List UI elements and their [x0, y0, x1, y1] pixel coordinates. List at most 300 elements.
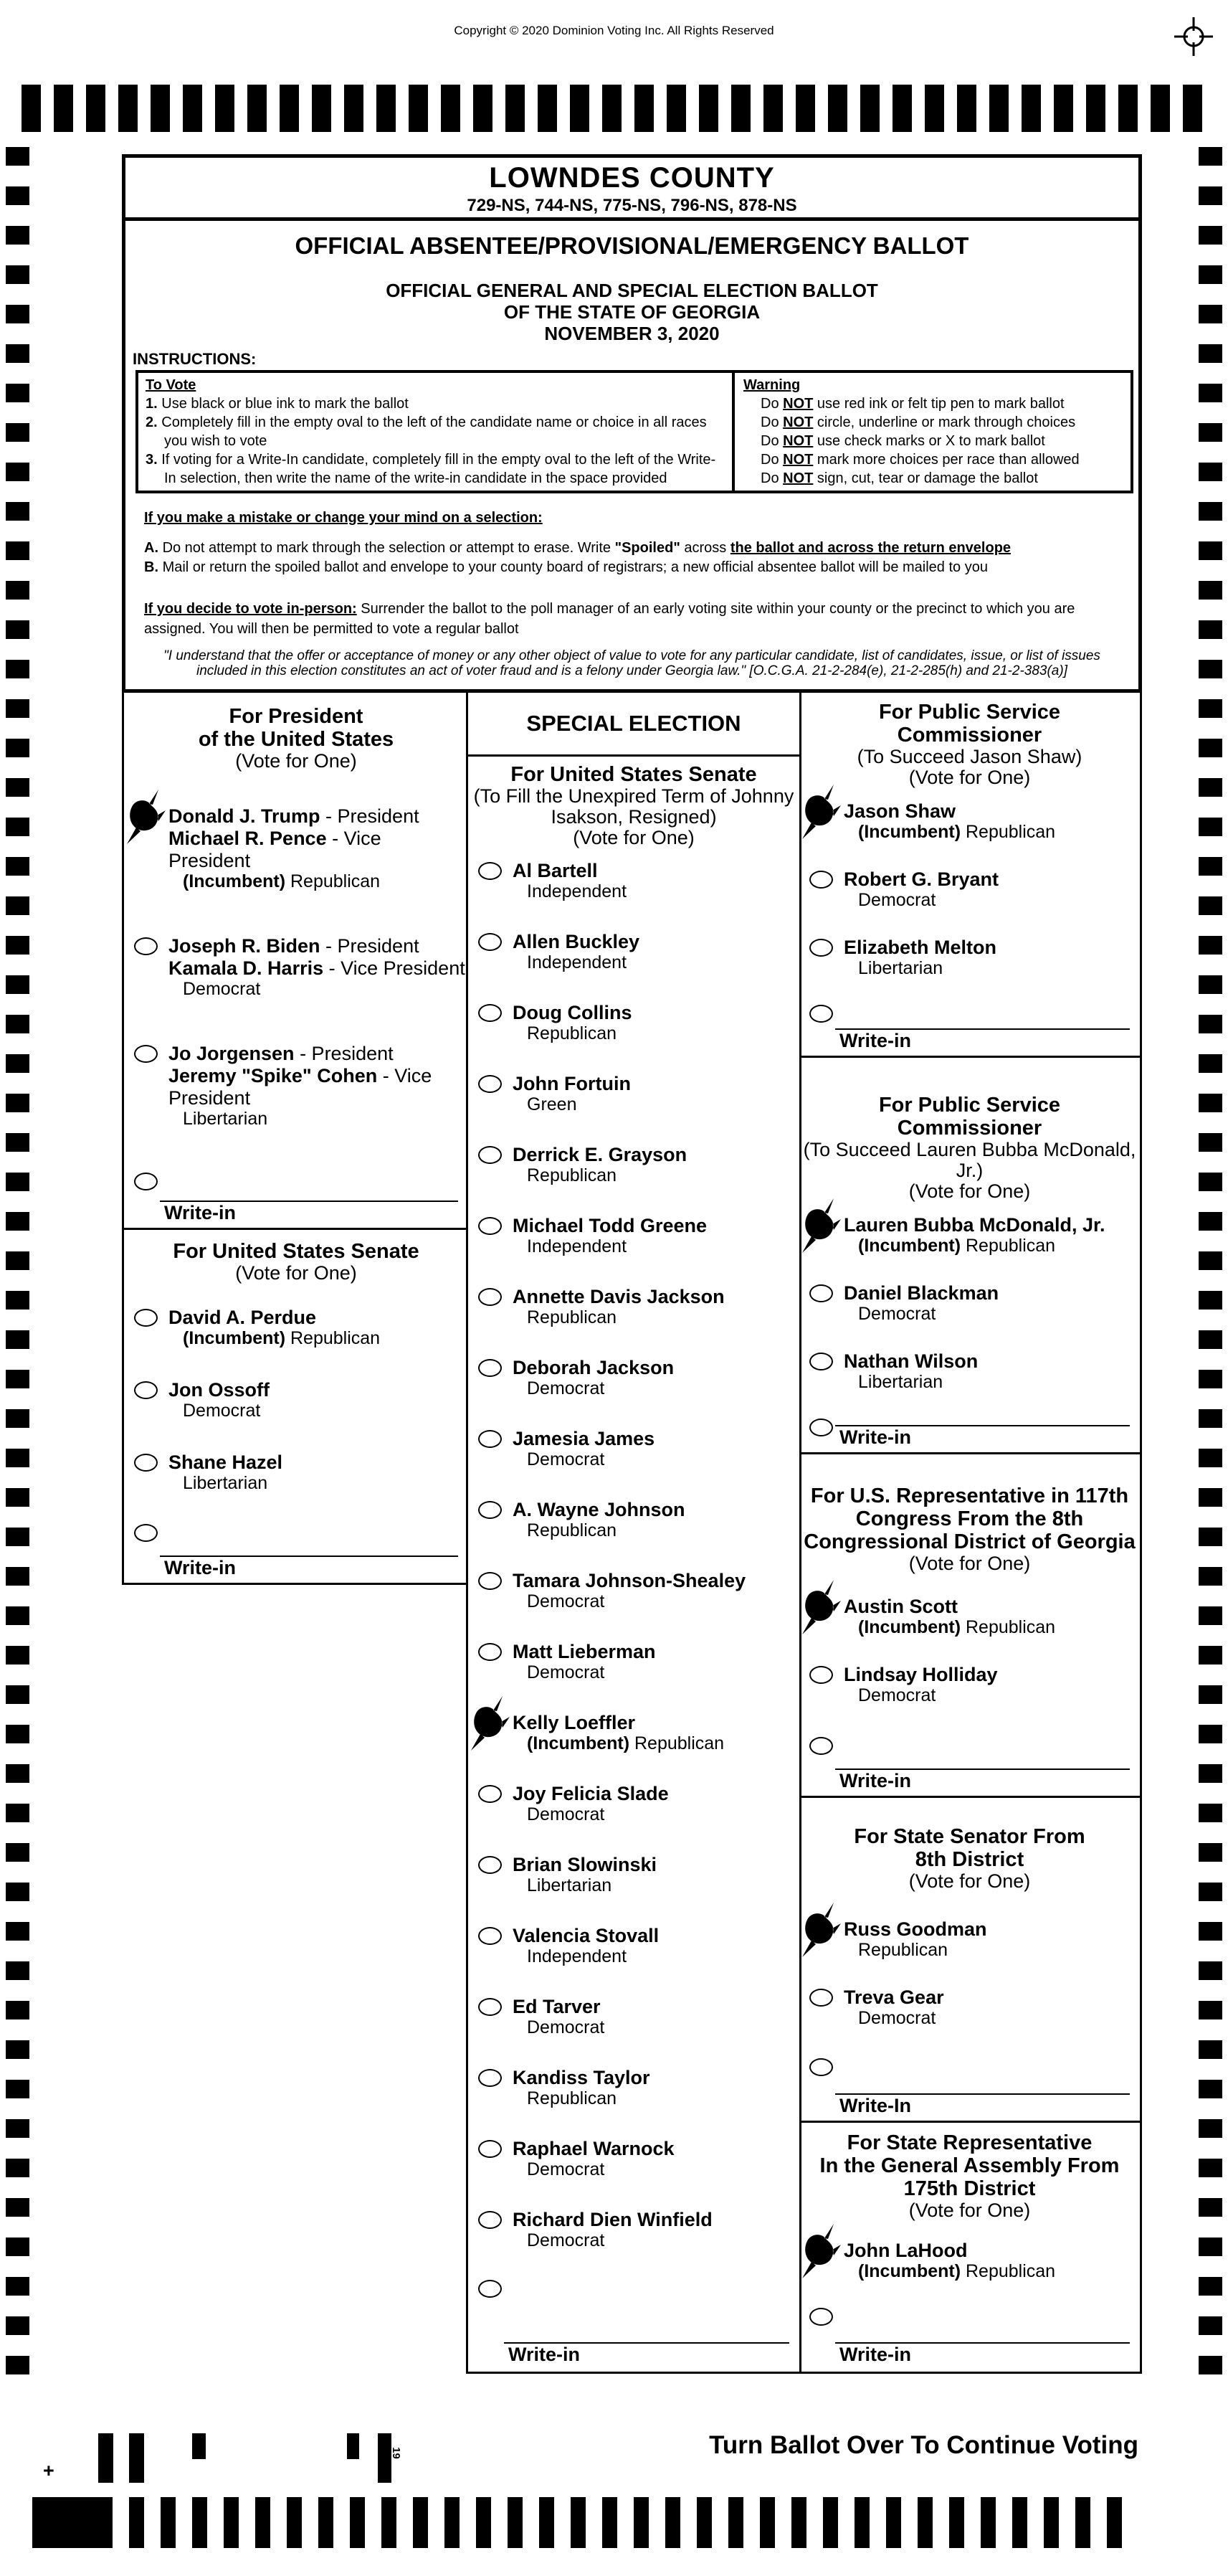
candidate-party: (Incumbent) Republican [527, 1733, 725, 1753]
ballot-header-box [122, 221, 1142, 693]
candidate-name: Elizabeth Melton [844, 937, 997, 958]
candidate-text [513, 1002, 799, 1043]
candidate-party: Democrat [858, 1685, 936, 1705]
write-in-label: Write-In [839, 2095, 911, 2116]
candidate-name-line [168, 1379, 465, 1401]
candidate-option [799, 800, 1140, 842]
candidate-text [513, 1570, 799, 1611]
ballot-oval[interactable] [478, 1856, 502, 1874]
candidate-text [513, 2067, 799, 2108]
contest-title-line: For United States Senate [510, 763, 757, 786]
mistake-section [144, 508, 1120, 577]
write-in-area[interactable] [799, 2093, 1140, 2116]
contest [124, 693, 468, 1230]
contest-title-line: For Public Service [878, 701, 1061, 724]
ballot-oval[interactable] [478, 1998, 502, 2016]
candidate-party: Democrat [527, 1804, 605, 1824]
vote-mark-icon [801, 1195, 845, 1257]
candidate-option [799, 1664, 1140, 1705]
candidate-option [799, 1987, 1140, 2028]
candidate-text [168, 1379, 468, 1421]
candidate-list [799, 1596, 1140, 1705]
ballot-oval[interactable] [134, 1045, 158, 1063]
write-in-label: Write-in [508, 2344, 580, 2365]
candidate-option [468, 1286, 799, 1327]
candidate-option [468, 1215, 799, 1256]
write-in-area[interactable] [799, 1028, 1140, 1051]
candidate-name: John LaHood [844, 2240, 968, 2261]
oval-cell [809, 1987, 844, 2028]
oval-cell [478, 1854, 513, 1895]
ballot-oval[interactable] [478, 2211, 502, 2229]
contest-subtitle-line: (Vote for One) [908, 1553, 1031, 1574]
candidate-list [124, 1307, 468, 1493]
candidate-name-line [844, 1596, 1137, 1618]
oval-cell [478, 1570, 513, 1611]
write-in-oval-row [134, 1524, 468, 1542]
candidate-name: Doug Collins [513, 1002, 632, 1023]
ballot-oval[interactable] [478, 1288, 502, 1306]
ballot-oval[interactable] [478, 1785, 502, 1803]
write-in-area[interactable] [468, 2342, 799, 2365]
candidate-party: Republican [527, 1520, 617, 1540]
ballot-oval[interactable] [478, 1217, 502, 1235]
contest-subtitle-line: (Vote for One) [908, 2199, 1031, 2221]
ballot-oval[interactable] [478, 2069, 502, 2087]
candidate-text [844, 1596, 1140, 1637]
right-races [799, 693, 1140, 2369]
candidate-party: Republican [527, 1165, 617, 1185]
candidate-name: Kelly Loeffler [513, 1712, 636, 1733]
candidate-text [513, 1925, 799, 1966]
oval-cell [809, 800, 844, 842]
oval-cell [134, 1452, 168, 1493]
candidate-option [799, 1918, 1140, 1960]
candidate-name: Michael Todd Greene [513, 1215, 708, 1236]
right-timing-marks [1199, 147, 1222, 2374]
contest-subtitle-line: (To Succeed Lauren Bubba McDonald, Jr.) [803, 1139, 1136, 1181]
candidate-option [468, 1996, 799, 2037]
contest-title [799, 2131, 1140, 2200]
candidate-party: Democrat [527, 1449, 605, 1469]
candidate-option [124, 805, 468, 891]
bottom-timing-marks [129, 2497, 1125, 2548]
write-in-area[interactable] [799, 2342, 1140, 2365]
contest-title-line: Commissioner [897, 1117, 1042, 1140]
write-in-label: Write-in [164, 1202, 236, 1223]
candidate-name-line [844, 2240, 1137, 2262]
contest-title [799, 1484, 1140, 1553]
candidate-name: Nathan Wilson [844, 1350, 979, 1372]
instructions-label: INSTRUCTIONS: [133, 350, 257, 368]
candidate-name-line-2 [168, 957, 465, 980]
to-vote-box [135, 370, 735, 493]
contest [799, 693, 1140, 1058]
plus-registration-mark: + [43, 2460, 54, 2481]
warning-item: Do NOT use red ink or felt tip pen to mark ballot [761, 396, 1065, 412]
candidate-name: A. Wayne Johnson [513, 1499, 685, 1520]
candidate-option [468, 2138, 799, 2179]
candidate-party: Republican [527, 1307, 617, 1327]
candidate-name-line-2 [168, 828, 465, 872]
candidate-party: Libertarian [858, 1372, 943, 1392]
write-in-oval[interactable] [478, 2280, 502, 2298]
candidate-option [468, 2067, 799, 2108]
candidate-option [799, 868, 1140, 910]
write-in-oval[interactable] [809, 1737, 833, 1755]
write-in-oval[interactable] [809, 2058, 833, 2076]
oval-cell [809, 1282, 844, 1324]
candidate-name-line [168, 935, 465, 957]
candidate-name: Brian Slowinski [513, 1854, 657, 1875]
candidate-name-line [844, 1214, 1137, 1236]
candidate-text [513, 1854, 799, 1895]
candidate-text [168, 1452, 468, 1493]
candidate-office: - President [320, 935, 419, 957]
oval-cell [478, 1783, 513, 1824]
candidate-text [513, 1641, 799, 1682]
candidate-name-2: Kamala D. Harris [168, 957, 324, 979]
candidate-text [513, 1357, 799, 1398]
candidate-text [513, 931, 799, 972]
contest-title-line: 175th District [903, 2177, 1036, 2200]
oval-cell [478, 1286, 513, 1327]
candidate-option [124, 1379, 468, 1421]
write-in-area[interactable] [124, 1555, 468, 1578]
write-in-area[interactable] [799, 1425, 1140, 1448]
felony-notice: "I understand that the offer or acceptance of money or any other object of value to vote for any particular candidate, list of candidates, issue, or list of issues included in this election constitutes an act of voter fraud and is a felony under Georgia law." [O.C.G.A. 21-2-284(e), 21-2-285(h) and 21-2-383(a)] [163, 648, 1100, 678]
write-in-label: Write-in [839, 1770, 911, 1791]
ballot-oval[interactable] [809, 939, 833, 957]
contest-title-line: For Public Service [878, 1094, 1061, 1117]
candidate-name-line [513, 1712, 796, 1734]
candidate-name: Daniel Blackman [844, 1282, 999, 1304]
contest-subtitle-line: (Vote for One) [573, 827, 695, 848]
contest [799, 1058, 1140, 1454]
ballot-oval[interactable] [478, 2140, 502, 2158]
turn-over-instruction: Turn Ballot Over To Continue Voting [709, 2431, 1138, 2459]
candidate-option [468, 1570, 799, 1611]
candidate-name-line [513, 1215, 796, 1237]
candidate-name-line [513, 1783, 796, 1805]
candidate-name: Valencia Stovall [513, 1925, 660, 1946]
candidate-name-line [168, 1307, 465, 1329]
candidate-party: Independent [527, 1236, 627, 1256]
contest [799, 2123, 1140, 2369]
candidate-option [468, 1002, 799, 1043]
candidate-option [799, 1214, 1140, 1256]
candidate-name: Robert G. Bryant [844, 868, 999, 890]
warning-title: Warning [743, 377, 801, 393]
oval-cell [809, 937, 844, 978]
oval-cell [809, 2240, 844, 2281]
candidate-name: Jon Ossoff [168, 1379, 270, 1401]
barcode-bar [347, 2433, 359, 2459]
write-in-oval-row [134, 1173, 468, 1190]
ballot-oval[interactable] [478, 1643, 502, 1661]
candidate-party: Democrat [858, 890, 936, 910]
oval-cell [478, 1144, 513, 1185]
ballot-oval[interactable] [478, 1004, 502, 1022]
candidate-name-line [513, 1499, 796, 1521]
candidate-office-2: - Vice President [168, 828, 381, 871]
ballot-oval[interactable] [478, 933, 502, 951]
ballot-oval[interactable] [478, 1572, 502, 1590]
candidate-text [513, 1499, 799, 1540]
contest-subtitle-line: (To Fill the Unexpired Term of Johnny [473, 785, 794, 807]
barcode-bar [192, 2433, 206, 2459]
candidate-name: Kandiss Taylor [513, 2067, 650, 2088]
candidate-party: Democrat [858, 2008, 936, 2028]
middle-races [468, 757, 799, 2369]
candidate-name-line [513, 1925, 796, 1947]
candidate-party: (Incumbent) Republican [858, 822, 1056, 842]
contest [468, 757, 799, 2369]
ballot-oval[interactable] [809, 871, 833, 889]
contest [799, 1454, 1140, 1798]
candidate-text [844, 1987, 1140, 2028]
mistake-heading: If you make a mistake or change your mind on a selection: [144, 510, 543, 526]
candidate-name-line [844, 1987, 1137, 2009]
candidate-party: Republican [858, 1940, 948, 1960]
candidate-name-line [513, 1002, 796, 1024]
candidate-name-line [844, 1350, 1137, 1373]
candidate-name: Joy Felicia Slade [513, 1783, 669, 1804]
contest-title [124, 1240, 468, 1263]
candidate-name-line [513, 2209, 796, 2231]
vote-mark-icon [801, 2221, 845, 2283]
candidate-name: Deborah Jackson [513, 1357, 675, 1378]
candidate-name: Annette Davis Jackson [513, 1286, 725, 1307]
registration-crosshair-icon [1173, 16, 1214, 57]
oval-cell [809, 1664, 844, 1705]
candidate-name-line [513, 931, 796, 953]
to-vote-item: 3. If voting for a Write-In candidate, completely fill in the empty oval to the left of the Write-In selection, then write the name of the write-in candidate in the space provided [146, 452, 716, 486]
oval-cell [478, 1996, 513, 2037]
oval-cell [478, 1712, 513, 1753]
candidate-name: David A. Perdue [168, 1307, 317, 1328]
candidate-text [844, 937, 1140, 978]
contest-title [799, 701, 1140, 747]
contest-subtitle [124, 1263, 468, 1284]
warning-box [735, 370, 1133, 493]
contest-subtitle-line: (Vote for One) [908, 1180, 1031, 1202]
ballot-oval[interactable] [478, 1359, 502, 1377]
candidate-option [468, 1641, 799, 1682]
candidate-name-line [844, 1282, 1137, 1304]
contest-subtitle-line: Isakson, Resigned) [551, 806, 717, 828]
candidate-party: Libertarian [858, 958, 943, 978]
candidate-list [799, 2240, 1140, 2281]
ballot-oval[interactable] [478, 1430, 502, 1448]
oval-cell [478, 1215, 513, 1256]
candidate-option [468, 1144, 799, 1185]
ballot-oval[interactable] [809, 1989, 833, 2007]
candidate-option [124, 1307, 468, 1348]
candidate-name: Jo Jorgensen [168, 1043, 295, 1064]
contest-title [468, 763, 799, 786]
ballot-oval[interactable] [134, 1381, 158, 1399]
candidate-text [168, 1043, 468, 1129]
candidate-name-line [844, 1664, 1137, 1686]
candidate-text [844, 868, 1140, 910]
candidate-party: Independent [527, 952, 627, 972]
candidate-text [844, 1214, 1140, 1256]
candidate-party: Libertarian [183, 1109, 268, 1129]
contest-subtitle-line: (Vote for One) [235, 1262, 357, 1284]
candidate-text [844, 1918, 1140, 1960]
ballot-style-numbers: 729-NS, 744-NS, 775-NS, 796-NS, 878-NS [467, 196, 797, 215]
top-timing-marks [22, 85, 1202, 132]
candidate-name-line [513, 1570, 796, 1592]
bottom-start-block [32, 2497, 113, 2548]
county-header-box [122, 154, 1142, 221]
oval-cell [134, 1379, 168, 1421]
contest-subtitle [799, 747, 1140, 788]
candidate-option [468, 860, 799, 901]
candidate-text [844, 1664, 1140, 1705]
write-in-area[interactable] [124, 1201, 468, 1223]
candidate-name: Derrick E. Grayson [513, 1144, 687, 1165]
candidate-name-line [513, 1286, 796, 1308]
write-in-oval[interactable] [809, 1005, 833, 1023]
ballot-oval[interactable] [134, 1309, 158, 1327]
candidate-party: Democrat [527, 1378, 605, 1398]
write-in-oval[interactable] [809, 2308, 833, 2326]
write-in-area[interactable] [799, 1768, 1140, 1791]
candidate-party: Independent [527, 1946, 627, 1966]
candidate-name: Richard Dien Winfield [513, 2209, 713, 2230]
vote-mark-icon [125, 787, 170, 848]
write-in-oval[interactable] [134, 1173, 158, 1190]
in-person-heading: If you decide to vote in-person: [144, 601, 357, 617]
candidate-name-line [513, 2067, 796, 2089]
ballot-oval[interactable] [478, 1075, 502, 1093]
candidate-name-line [844, 937, 1137, 959]
to-vote-item: 1. Use black or blue ink to mark the ballot [146, 396, 409, 412]
in-person-section [144, 599, 1120, 639]
vote-mark-icon [801, 1577, 845, 1639]
mistake-item-b: B. Mail or return the spoiled ballot and envelope to your county board of registrars; a new official absentee ballot will be mailed to you [144, 559, 988, 575]
candidate-name: Russ Goodman [844, 1918, 987, 1940]
candidate-option [468, 1712, 799, 1753]
candidate-party: Democrat [527, 1662, 605, 1682]
contest-title-line: For State Senator From [854, 1825, 1085, 1848]
candidate-name: Shane Hazel [168, 1452, 283, 1473]
candidate-name-line [168, 1452, 465, 1474]
sheet-number: 19 [389, 2447, 402, 2459]
candidate-option [468, 1073, 799, 1114]
ballot-oval[interactable] [809, 1284, 833, 1302]
contest-subtitle [468, 786, 799, 848]
oval-cell [134, 1043, 168, 1129]
candidate-option [468, 1925, 799, 1966]
candidate-text [513, 1286, 799, 1327]
contest-title [124, 705, 468, 751]
ballot-oval[interactable] [134, 1454, 158, 1472]
warning-item: Do NOT circle, underline or mark through choices [761, 415, 1076, 430]
oval-cell [478, 2209, 513, 2250]
candidate-office: - President [294, 1043, 394, 1064]
ballot-oval[interactable] [134, 937, 158, 955]
candidate-list [124, 805, 468, 1129]
candidate-party: Democrat [858, 1304, 936, 1324]
candidate-name: Tamara Johnson-Shealey [513, 1570, 746, 1591]
candidate-party: Libertarian [183, 1473, 268, 1493]
write-in-oval[interactable] [134, 1524, 158, 1542]
ballot-oval[interactable] [478, 1501, 502, 1519]
candidate-option [124, 1452, 468, 1493]
write-in-oval-row [478, 2280, 799, 2298]
candidate-party: Democrat [527, 2159, 605, 2179]
candidate-option [468, 1357, 799, 1398]
candidate-party: (Incumbent) Republican [183, 1328, 381, 1348]
oval-cell [478, 1002, 513, 1043]
ballot-oval[interactable] [478, 1146, 502, 1164]
vote-mark-icon [470, 1693, 514, 1755]
candidate-option [124, 935, 468, 999]
ballot-oval[interactable] [809, 1353, 833, 1370]
write-in-oval-row [809, 2308, 1140, 2326]
candidate-text [844, 2240, 1140, 2281]
contest-title [799, 1825, 1140, 1871]
candidate-name-line [513, 1641, 796, 1663]
county-name: LOWNDES COUNTY [489, 162, 775, 194]
to-vote-items [146, 394, 726, 488]
candidate-option [799, 937, 1140, 978]
candidate-name: Raphael Warnock [513, 2138, 675, 2159]
barcode-bar [129, 2433, 144, 2483]
candidate-party: Republican [527, 1023, 617, 1043]
in-person-text: Surrender the ballot to the poll manager of an early voting site within your county or the precinct to which you are assigned. You will then be permitted to vote a regular ballot [144, 601, 1075, 637]
candidate-party: (Incumbent) Republican [858, 1617, 1056, 1637]
candidate-text [513, 1073, 799, 1114]
candidate-name-line [513, 1996, 796, 2018]
oval-cell [478, 2138, 513, 2179]
oval-cell [809, 1214, 844, 1256]
contest-title-line: Congress From the 8th [855, 1507, 1084, 1530]
candidate-party: (Incumbent) Republican [183, 871, 381, 891]
ballot-oval[interactable] [478, 1927, 502, 1945]
candidate-text [513, 1144, 799, 1185]
candidate-name-line [844, 800, 1137, 823]
candidate-name: Al Bartell [513, 860, 598, 881]
to-vote-item: 2. Completely fill in the empty oval to the left of the candidate name or choice in all races you wish to vote [146, 415, 707, 449]
candidate-option [468, 1428, 799, 1469]
contest-title [799, 1094, 1140, 1140]
candidate-option [799, 2240, 1140, 2281]
warning-items [743, 394, 1126, 488]
contest-subtitle-line: (Vote for One) [235, 750, 357, 772]
contest [799, 1798, 1140, 2123]
oval-cell [478, 2067, 513, 2108]
ballot-oval[interactable] [478, 862, 502, 880]
ballot-oval[interactable] [809, 1666, 833, 1684]
contest-subtitle-line: (Vote for One) [908, 1870, 1031, 1892]
candidate-text [844, 1282, 1140, 1324]
oval-cell [478, 1357, 513, 1398]
candidate-name: Donald J. Trump [168, 805, 320, 827]
candidate-list [799, 1918, 1140, 2028]
oval-cell [134, 805, 168, 891]
candidate-text [513, 1712, 799, 1753]
candidate-name-line [513, 1357, 796, 1379]
contest-subtitle [799, 2200, 1140, 2221]
oval-cell [809, 1918, 844, 1960]
contest-title-line: For State Representative [847, 2131, 1093, 2154]
oval-cell [478, 1428, 513, 1469]
candidate-office-2: - Vice President [323, 957, 465, 979]
